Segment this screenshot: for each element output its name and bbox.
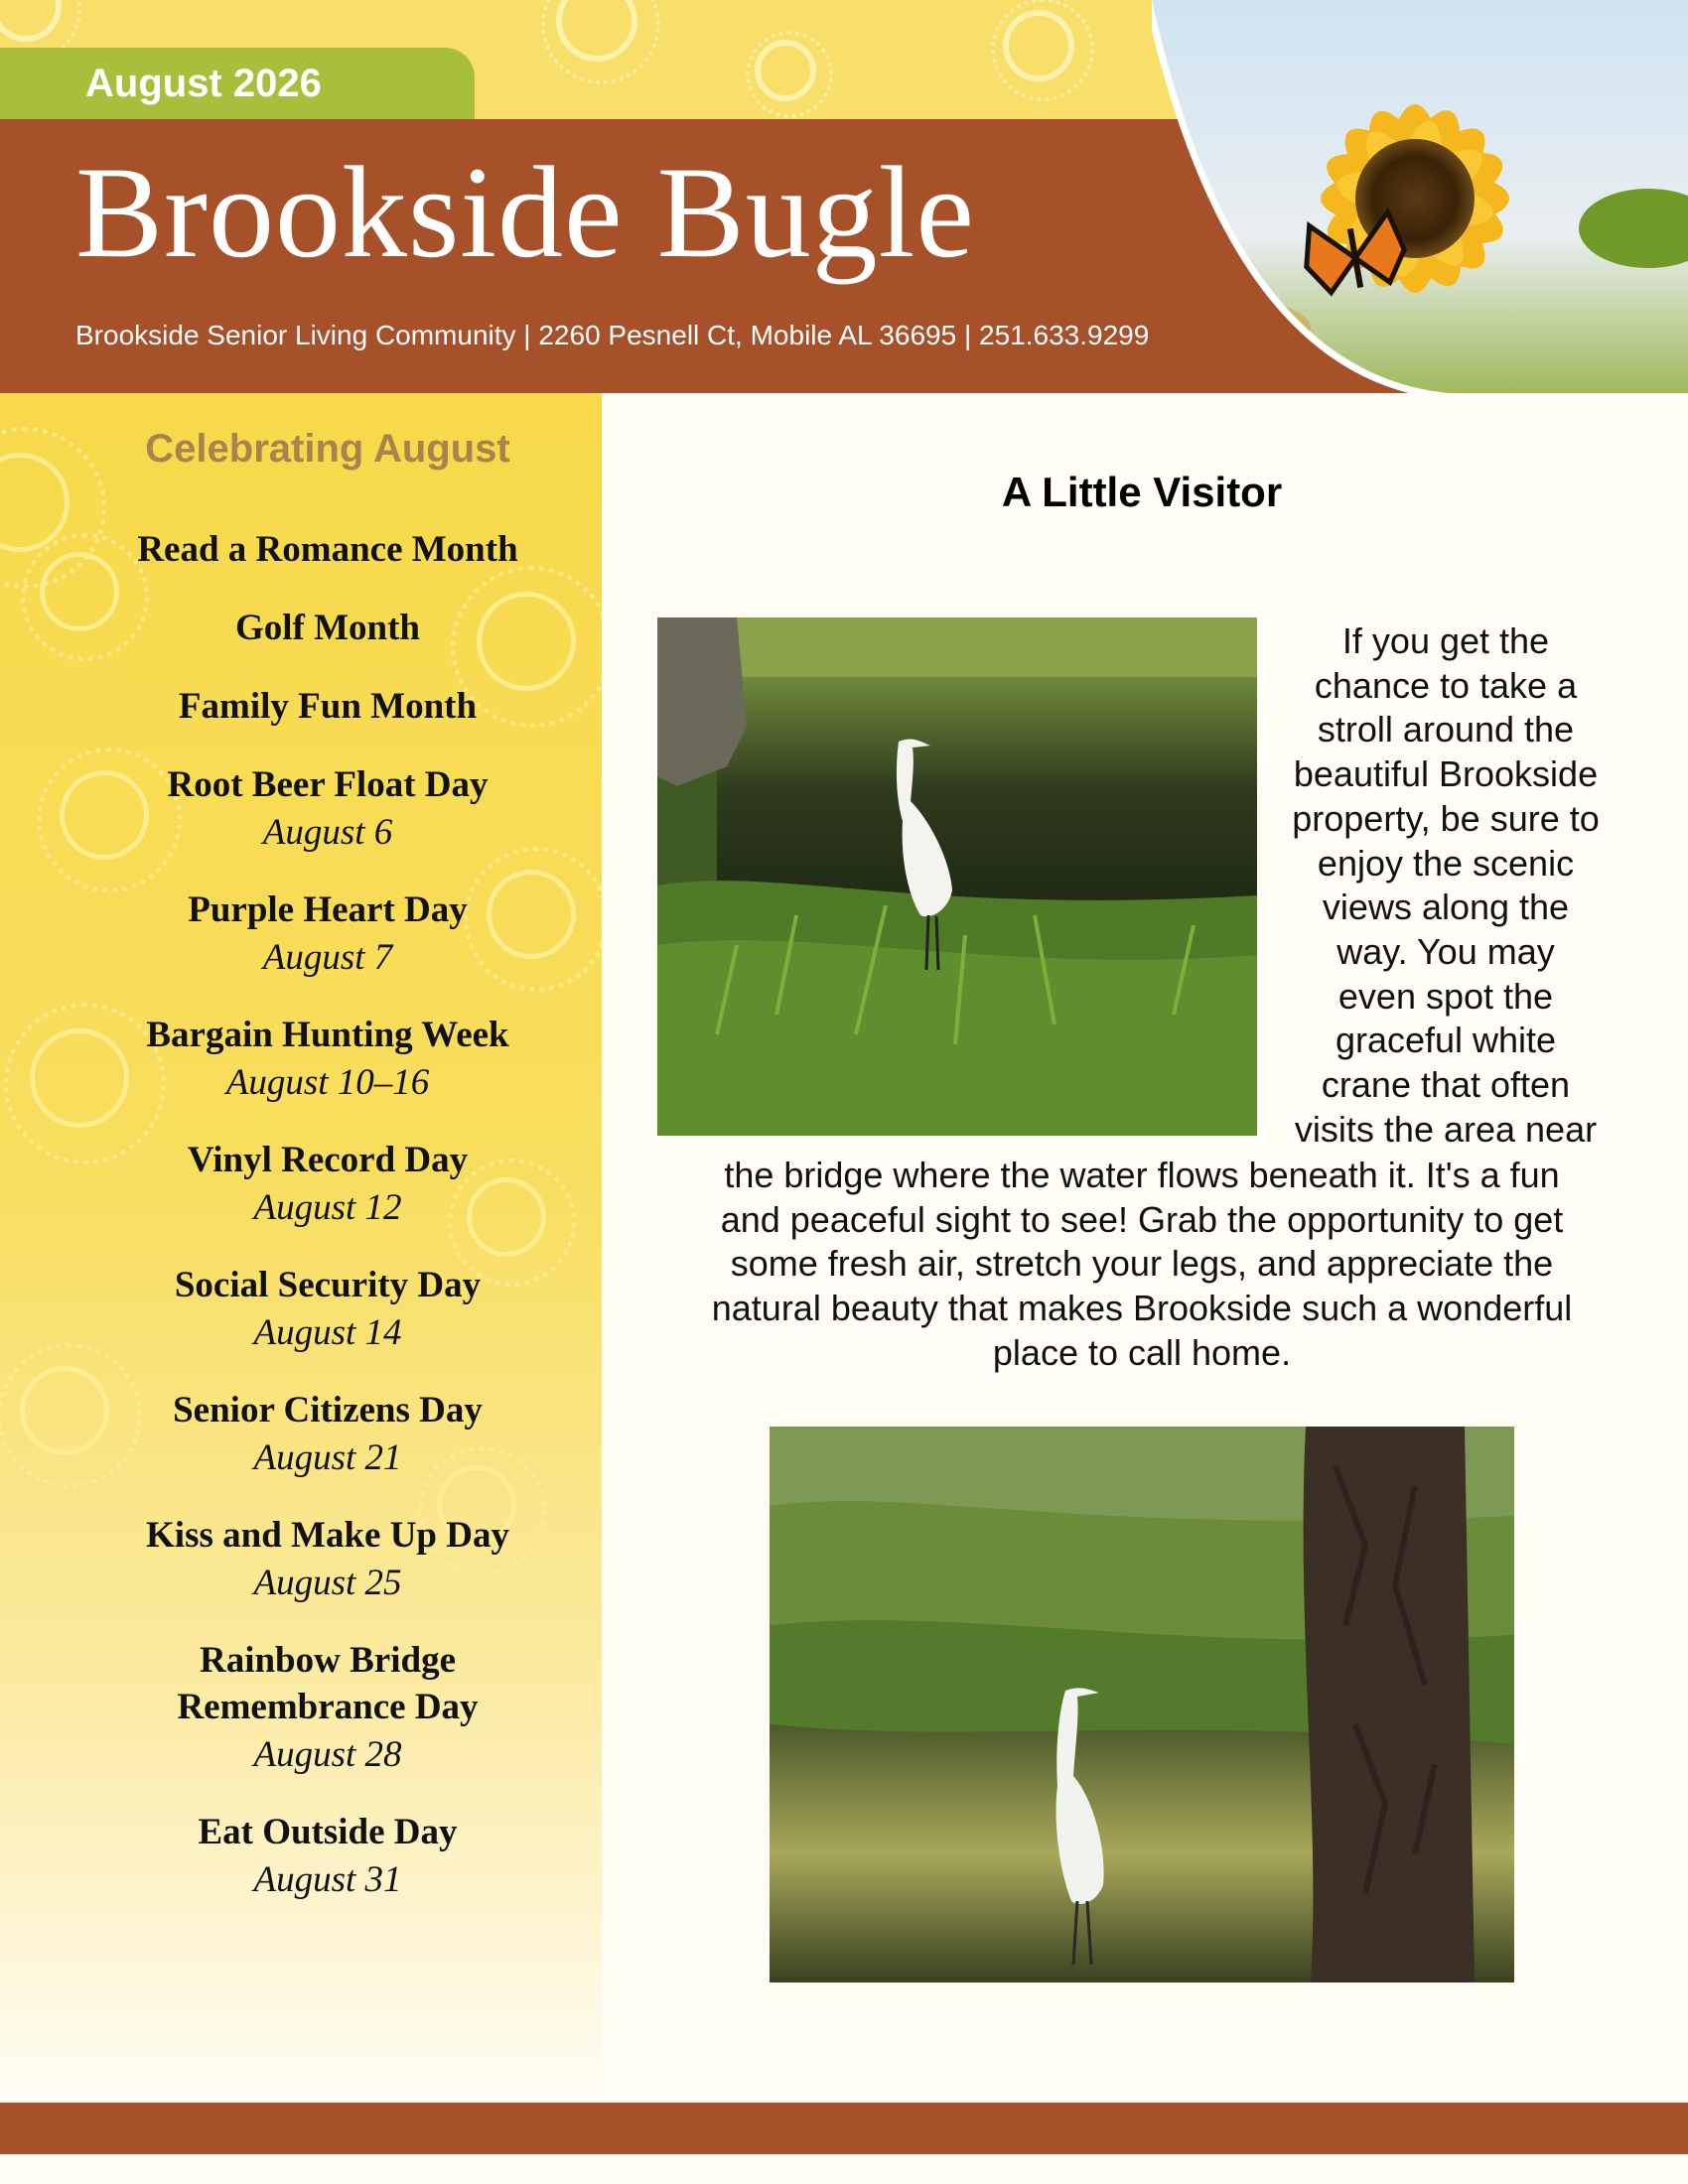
article-text-full: [655, 1154, 1628, 1376]
list-item: [0, 887, 655, 982]
celebration-date: August 12: [253, 1187, 402, 1228]
celebration-name: Family Fun Month: [178, 686, 478, 727]
celebration-name: Golf Month: [234, 608, 421, 648]
list-item: [0, 1012, 655, 1107]
article-line: stroll around the: [1317, 709, 1575, 751]
egret-pond-photo: [657, 617, 1257, 1136]
celebration-name: Senior Citizens Day: [173, 1390, 483, 1431]
celebration-date: August 21: [253, 1437, 402, 1478]
celebration-date: August 7: [262, 937, 393, 978]
celebration-date: August 6: [262, 812, 393, 853]
article-line: graceful white: [1335, 1020, 1557, 1061]
celebration-date: August 28: [253, 1734, 402, 1775]
footer-bar: [0, 2103, 1688, 2154]
article-line: and peaceful sight to see! Grab the opportunity to get: [720, 1198, 1564, 1240]
celebration-name: Vinyl Record Day: [187, 1140, 469, 1180]
sidebar-heading: Celebrating August: [145, 427, 510, 471]
celebration-name: Social Security Day: [174, 1265, 482, 1305]
celebration-name: Purple Heart Day: [188, 889, 468, 930]
article-title: A Little Visitor: [1001, 469, 1283, 515]
sun-decoration: [755, 40, 816, 101]
article-line: the bridge where the water flows beneath it. It's a fun: [724, 1155, 1560, 1195]
list-item: [0, 526, 655, 573]
sunflower-butterfly-photo: [1152, 0, 1688, 393]
list-item: [0, 1809, 655, 1904]
article-text-wrapped: [1267, 619, 1624, 1152]
newsletter-title: Brookside Bugle: [75, 139, 975, 285]
celebration-date: August 10–16: [225, 1062, 430, 1103]
article-line: way. You may: [1336, 930, 1555, 972]
celebration-name-line2: Remembrance Day: [177, 1687, 479, 1727]
article-line: some fresh air, stretch your legs, and appreciate the: [730, 1243, 1554, 1285]
article-line: place to call home.: [992, 1331, 1292, 1373]
article-line: views along the: [1322, 887, 1570, 928]
article-line: chance to take a: [1314, 664, 1578, 706]
article-line: property, be sure to: [1292, 797, 1600, 839]
celebration-name: Root Beer Float Day: [167, 764, 489, 805]
sun-decoration: [556, 0, 637, 62]
article-line: beautiful Brookside: [1293, 753, 1599, 795]
celebration-name: Eat Outside Day: [198, 1812, 458, 1852]
list-item: [0, 1637, 655, 1779]
celebration-date: August 14: [253, 1312, 402, 1353]
list-item: [0, 1137, 655, 1232]
sun-decoration: [1003, 10, 1074, 81]
list-item: [0, 761, 655, 857]
celebration-name: Rainbow Bridge: [199, 1640, 456, 1681]
list-item: [0, 1387, 655, 1482]
list-item: [0, 1512, 655, 1607]
egret-creek-photo: [770, 1427, 1514, 1982]
celebration-date: August 25: [253, 1563, 402, 1603]
article-line: even spot the: [1337, 975, 1554, 1017]
article-line: visits the area near: [1294, 1108, 1598, 1150]
article-line: crane that often: [1321, 1064, 1571, 1106]
celebration-name: Kiss and Make Up Day: [146, 1515, 509, 1556]
issue-date: August 2026: [85, 62, 322, 105]
list-item: [0, 605, 655, 651]
celebration-list: [0, 526, 655, 1904]
sun-decoration: [0, 0, 62, 42]
article-line: enjoy the scenic: [1317, 842, 1575, 884]
address-line: Brookside Senior Living Community | 2260 Pesnell Ct, Mobile AL 36695 | 251.633.9299: [75, 320, 1150, 350]
list-item: [0, 1262, 655, 1357]
list-item: [0, 683, 655, 730]
celebration-date: August 31: [253, 1859, 402, 1900]
celebration-name: Read a Romance Month: [137, 529, 518, 570]
celebration-name: Bargain Hunting Week: [146, 1015, 509, 1055]
article-line: natural beauty that makes Brookside such a wonderful: [711, 1288, 1573, 1329]
article-line: If you get the: [1341, 620, 1550, 661]
